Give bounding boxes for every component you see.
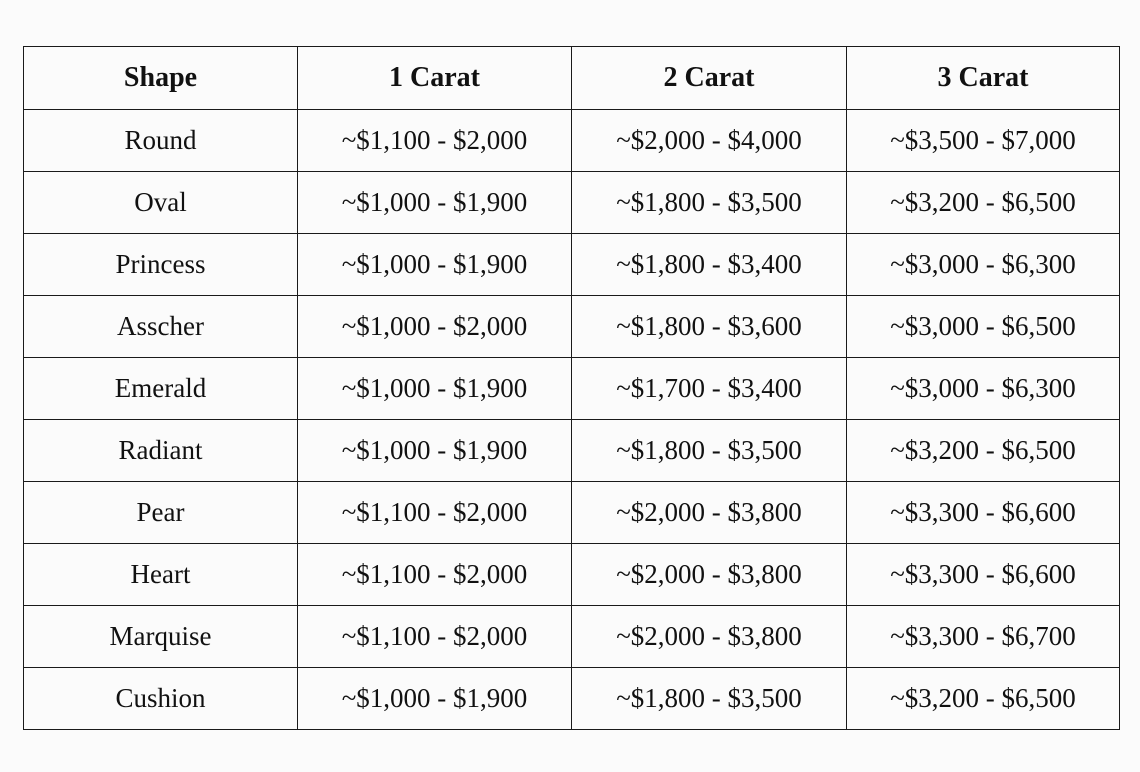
table-row [24,296,1120,358]
cell-3-carat-price: ~$3,200 - $6,500 [847,668,1120,730]
cell-2-carat-price: ~$2,000 - $3,800 [572,544,847,606]
cell-2-carat-price: ~$1,700 - $3,400 [572,358,847,420]
cell-shape: Emerald [24,358,298,420]
table-row [24,420,1120,482]
cell-shape: Radiant [24,420,298,482]
cell-shape: Pear [24,482,298,544]
cell-1-carat-price: ~$1,100 - $2,000 [298,110,572,172]
cell-1-carat-price: ~$1,000 - $1,900 [298,668,572,730]
cell-3-carat-price: ~$3,300 - $6,700 [847,606,1120,668]
table-row [24,482,1120,544]
cell-shape: Round [24,110,298,172]
cell-2-carat-price: ~$1,800 - $3,500 [572,172,847,234]
cell-2-carat-price: ~$2,000 - $4,000 [572,110,847,172]
cell-1-carat-price: ~$1,000 - $1,900 [298,420,572,482]
cell-1-carat-price: ~$1,000 - $1,900 [298,234,572,296]
cell-1-carat-price: ~$1,100 - $2,000 [298,606,572,668]
cell-shape: Cushion [24,668,298,730]
cell-3-carat-price: ~$3,000 - $6,300 [847,358,1120,420]
cell-3-carat-price: ~$3,300 - $6,600 [847,482,1120,544]
cell-shape: Oval [24,172,298,234]
cell-1-carat-price: ~$1,000 - $1,900 [298,358,572,420]
header-2-carat: 2 Carat [572,47,847,110]
cell-3-carat-price: ~$3,300 - $6,600 [847,544,1120,606]
cell-3-carat-price: ~$3,000 - $6,500 [847,296,1120,358]
header-3-carat: 3 Carat [847,47,1120,110]
cell-shape: Asscher [24,296,298,358]
cell-2-carat-price: ~$1,800 - $3,600 [572,296,847,358]
header-shape: Shape [24,47,298,110]
cell-3-carat-price: ~$3,200 - $6,500 [847,420,1120,482]
cell-3-carat-price: ~$3,000 - $6,300 [847,234,1120,296]
table-header [24,47,1120,110]
cell-shape: Heart [24,544,298,606]
cell-shape: Marquise [24,606,298,668]
header-1-carat: 1 Carat [298,47,572,110]
table-row [24,110,1120,172]
cell-1-carat-price: ~$1,100 - $2,000 [298,482,572,544]
cell-2-carat-price: ~$2,000 - $3,800 [572,606,847,668]
cell-3-carat-price: ~$3,200 - $6,500 [847,172,1120,234]
price-table [23,46,1120,730]
cell-1-carat-price: ~$1,100 - $2,000 [298,544,572,606]
cell-shape: Princess [24,234,298,296]
table-row [24,668,1120,730]
cell-2-carat-price: ~$1,800 - $3,500 [572,420,847,482]
cell-1-carat-price: ~$1,000 - $1,900 [298,172,572,234]
table-row [24,172,1120,234]
cell-2-carat-price: ~$2,000 - $3,800 [572,482,847,544]
cell-2-carat-price: ~$1,800 - $3,500 [572,668,847,730]
table-row [24,234,1120,296]
header-row [24,47,1120,110]
table-row [24,544,1120,606]
cell-1-carat-price: ~$1,000 - $2,000 [298,296,572,358]
cell-3-carat-price: ~$3,500 - $7,000 [847,110,1120,172]
cell-2-carat-price: ~$1,800 - $3,400 [572,234,847,296]
table-row [24,358,1120,420]
table-row [24,606,1120,668]
table-body [24,110,1120,730]
